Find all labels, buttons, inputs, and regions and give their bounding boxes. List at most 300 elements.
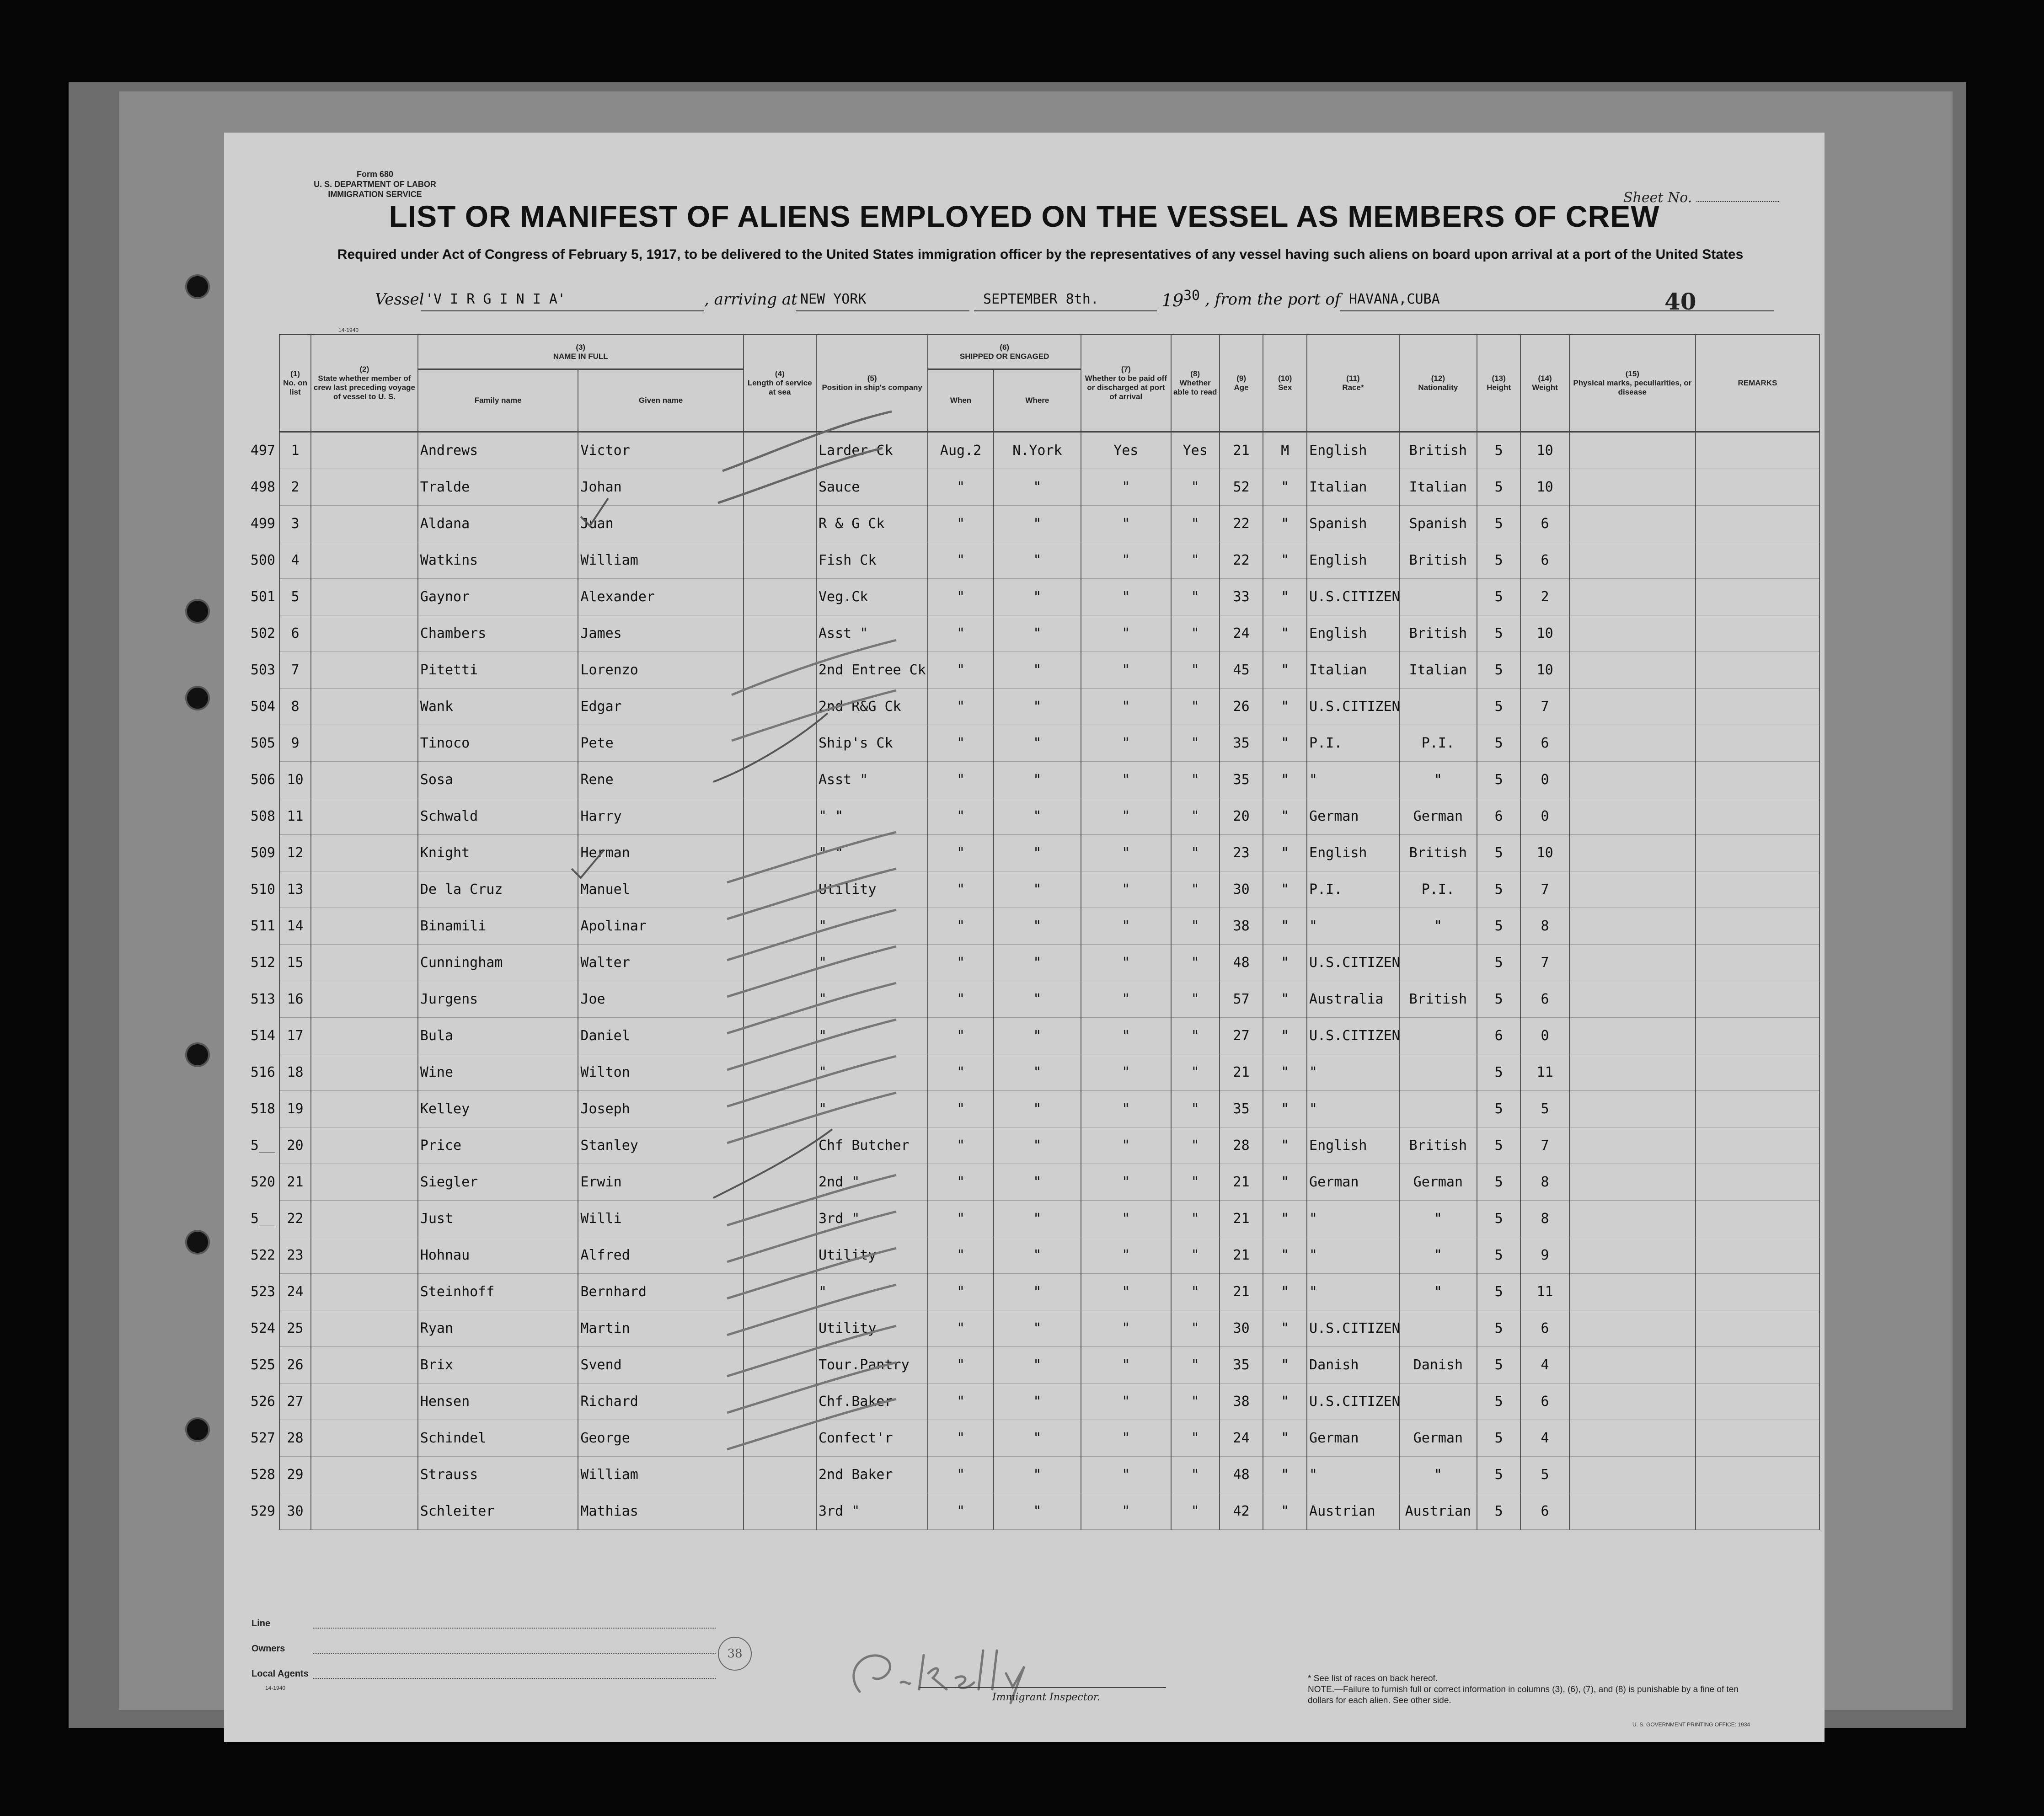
table-row <box>279 1420 1819 1457</box>
binder-hole-icon <box>185 274 210 299</box>
row-empty-cell <box>744 1091 816 1127</box>
row-empty-cell <box>1696 689 1819 725</box>
row-shipped-where: " <box>994 725 1081 762</box>
row-position: " " <box>816 835 928 871</box>
owners-label: Owners <box>251 1644 285 1654</box>
row-shipped-where: " <box>994 615 1081 652</box>
row-sex: " <box>1263 835 1307 871</box>
row-shipped-where: " <box>994 469 1081 506</box>
row-race: P.I. <box>1307 871 1399 908</box>
row-weight: 6 <box>1520 506 1569 542</box>
row-position: Confect'r <box>816 1420 928 1457</box>
col-name-header: (3) NAME IN FULL <box>418 335 744 369</box>
row-nationality: German <box>1399 1420 1477 1457</box>
row-weight: 4 <box>1520 1347 1569 1383</box>
row-weight: 9 <box>1520 1237 1569 1274</box>
row-family-name: De la Cruz <box>418 871 578 908</box>
row-given-name: William <box>578 542 743 579</box>
row-empty-cell <box>311 432 418 469</box>
row-sequence-number: 529 <box>250 1503 275 1519</box>
row-empty-cell <box>744 835 816 871</box>
row-paid-off: " <box>1081 469 1171 506</box>
row-able-to-read: " <box>1171 1310 1220 1347</box>
row-list-number <box>250 725 311 762</box>
row-position: Utility <box>816 1310 928 1347</box>
row-position: Chf.Baker <box>816 1383 928 1420</box>
row-given-name: Wilton <box>578 1054 743 1091</box>
row-given-name: Willi <box>578 1201 743 1237</box>
races-note: * See list of races on back hereof. <box>1308 1674 1438 1683</box>
row-position: " <box>816 908 928 945</box>
row-list-number <box>250 981 311 1018</box>
row-empty-cell <box>1569 542 1696 579</box>
table-row <box>279 506 1819 542</box>
arrival-port: NEW YORK <box>800 291 867 307</box>
row-given-name: George <box>578 1420 743 1457</box>
row-sex: " <box>1263 1164 1307 1201</box>
row-shipped-when: " <box>928 615 993 652</box>
binder-hole-icon <box>185 1417 210 1442</box>
arriving-label: , arriving at <box>704 290 797 309</box>
row-nationality: German <box>1399 1164 1477 1201</box>
col-remarks-header: REMARKS <box>1696 335 1819 432</box>
row-nationality: German <box>1399 798 1477 835</box>
row-empty-cell <box>1696 762 1819 798</box>
row-empty-cell <box>311 1054 418 1091</box>
row-nationality: Danish <box>1399 1347 1477 1383</box>
row-age: 57 <box>1220 981 1263 1018</box>
row-able-to-read: " <box>1171 615 1220 652</box>
row-position: R & G Ck <box>816 506 928 542</box>
row-empty-cell <box>1569 1164 1696 1201</box>
row-weight: 10 <box>1520 432 1569 469</box>
row-list-number-text: 24 <box>287 1284 304 1300</box>
row-sequence-number: 520 <box>250 1174 275 1190</box>
row-empty-cell <box>1569 1310 1696 1347</box>
row-race: " <box>1307 908 1399 945</box>
row-sex: " <box>1263 945 1307 981</box>
row-sequence-number: 497 <box>250 443 275 459</box>
row-position: " <box>816 1274 928 1310</box>
row-weight: 6 <box>1520 542 1569 579</box>
row-able-to-read: " <box>1171 579 1220 615</box>
row-height: 5 <box>1477 1127 1521 1164</box>
row-shipped-when: " <box>928 798 993 835</box>
row-paid-off: " <box>1081 762 1171 798</box>
row-race: Italian <box>1307 652 1399 689</box>
row-age: 21 <box>1220 1164 1263 1201</box>
row-height: 5 <box>1477 835 1521 871</box>
row-empty-cell <box>1569 652 1696 689</box>
row-list-number-text: 12 <box>287 845 304 861</box>
row-list-number <box>250 1347 311 1383</box>
row-list-number <box>250 1420 311 1457</box>
row-list-number-text: 26 <box>287 1357 304 1373</box>
col-read-header: (8) Whether able to read <box>1171 335 1220 432</box>
row-shipped-when: " <box>928 981 993 1018</box>
row-list-number-text: 20 <box>287 1138 304 1154</box>
row-race: Italian <box>1307 469 1399 506</box>
row-height: 5 <box>1477 981 1521 1018</box>
table-row <box>279 1201 1819 1237</box>
row-weight: 0 <box>1520 798 1569 835</box>
departure-port: HAVANA,CUBA <box>1349 291 1440 307</box>
row-sex: " <box>1263 652 1307 689</box>
row-age: 20 <box>1220 798 1263 835</box>
row-nationality: Italian <box>1399 652 1477 689</box>
col-paid-off-header: (7) Whether to be paid off or discharged at port of arrival <box>1081 335 1171 432</box>
row-list-number-text: 17 <box>287 1028 304 1044</box>
row-sequence-number: 501 <box>250 589 275 605</box>
row-height: 6 <box>1477 798 1521 835</box>
row-sequence-number: 510 <box>250 881 275 897</box>
row-family-name: Siegler <box>418 1164 578 1201</box>
row-shipped-when: " <box>928 725 993 762</box>
row-list-number-text: 25 <box>287 1320 304 1336</box>
row-list-number <box>250 798 311 835</box>
row-given-name: Joseph <box>578 1091 743 1127</box>
row-list-number-text: 5 <box>291 589 300 605</box>
row-empty-cell <box>1569 1018 1696 1054</box>
row-shipped-when: " <box>928 1274 993 1310</box>
row-race: " <box>1307 1457 1399 1493</box>
col-given-name-header: Given name <box>578 369 743 432</box>
row-age: 42 <box>1220 1493 1263 1530</box>
row-able-to-read: " <box>1171 1164 1220 1201</box>
row-empty-cell <box>1569 432 1696 469</box>
row-empty-cell <box>311 945 418 981</box>
row-race: Australia <box>1307 981 1399 1018</box>
printer-imprint: U. S. GOVERNMENT PRINTING OFFICE: 1934 <box>1632 1721 1750 1728</box>
row-empty-cell <box>744 1127 816 1164</box>
row-shipped-where: " <box>994 1164 1081 1201</box>
table-row <box>279 762 1819 798</box>
row-shipped-where: " <box>994 1127 1081 1164</box>
row-given-name: Edgar <box>578 689 743 725</box>
col-when-header: When <box>928 369 993 432</box>
col-last-voyage-header: (2) State whether member of crew last preceding voyage of vessel to U. S. <box>311 335 418 432</box>
col-sex-header: (10) Sex <box>1263 335 1307 432</box>
row-empty-cell <box>1569 1457 1696 1493</box>
row-age: 22 <box>1220 506 1263 542</box>
row-sex: " <box>1263 1091 1307 1127</box>
row-empty-cell <box>1696 1018 1819 1054</box>
row-list-number <box>250 432 311 469</box>
row-shipped-where: " <box>994 506 1081 542</box>
row-age: 33 <box>1220 579 1263 615</box>
row-empty-cell <box>1696 1237 1819 1274</box>
row-given-name: Johan <box>578 469 743 506</box>
row-height: 5 <box>1477 1091 1521 1127</box>
row-age: 27 <box>1220 1018 1263 1054</box>
row-nationality: " <box>1399 762 1477 798</box>
row-age: 21 <box>1220 432 1263 469</box>
table-row <box>279 1347 1819 1383</box>
row-empty-cell <box>744 1420 816 1457</box>
row-sequence-number: 504 <box>250 699 275 715</box>
row-list-number-text: 13 <box>287 881 304 897</box>
row-empty-cell <box>1696 1127 1819 1164</box>
from-port-label: , from the port of <box>1205 290 1341 309</box>
row-paid-off: " <box>1081 1201 1171 1237</box>
row-empty-cell <box>744 1493 816 1530</box>
row-nationality <box>1399 1310 1477 1347</box>
vessel-label: Vessel <box>375 290 424 309</box>
row-empty-cell <box>1569 689 1696 725</box>
row-paid-off: Yes <box>1081 432 1171 469</box>
row-race: " <box>1307 1201 1399 1237</box>
row-empty-cell <box>311 1018 418 1054</box>
row-family-name: Price <box>418 1127 578 1164</box>
row-empty-cell <box>1569 615 1696 652</box>
row-age: 23 <box>1220 835 1263 871</box>
footer-notes <box>1308 1673 1765 1706</box>
row-weight: 7 <box>1520 945 1569 981</box>
row-empty-cell <box>1696 1274 1819 1310</box>
row-shipped-when: " <box>928 871 993 908</box>
form-number: Form 680 <box>356 170 394 179</box>
row-able-to-read: " <box>1171 1018 1220 1054</box>
row-weight: 6 <box>1520 1383 1569 1420</box>
row-height: 5 <box>1477 1493 1521 1530</box>
row-paid-off: " <box>1081 615 1171 652</box>
row-sex: " <box>1263 1310 1307 1347</box>
row-race: U.S.CITIZEN <box>1307 1018 1399 1054</box>
row-sex: " <box>1263 469 1307 506</box>
row-race: English <box>1307 1127 1399 1164</box>
year-prefix: 19 <box>1161 290 1184 310</box>
row-height: 5 <box>1477 542 1521 579</box>
row-height: 5 <box>1477 871 1521 908</box>
row-sequence-number: 524 <box>250 1320 275 1336</box>
row-family-name: Ryan <box>418 1310 578 1347</box>
row-able-to-read: " <box>1171 871 1220 908</box>
row-sequence-number: 512 <box>250 955 275 971</box>
row-empty-cell <box>744 871 816 908</box>
row-nationality <box>1399 1091 1477 1127</box>
row-paid-off: " <box>1081 1493 1171 1530</box>
row-sequence-number: 511 <box>250 918 275 934</box>
footer-form-code: 14-1940 <box>265 1685 286 1691</box>
row-able-to-read: " <box>1171 1383 1220 1420</box>
row-list-number <box>250 506 311 542</box>
row-empty-cell <box>1696 1347 1819 1383</box>
table-row <box>279 725 1819 762</box>
row-list-number-text: 29 <box>287 1467 304 1483</box>
row-position: " <box>816 945 928 981</box>
penalty-note: NOTE.—Failure to furnish full or correct information in columns (3), (6), (7), and (8) is punishable by a fine of ten dollars for each alien. See other side. <box>1308 1685 1739 1705</box>
row-sequence-number: 509 <box>250 845 275 861</box>
table-row <box>279 689 1819 725</box>
row-weight: 7 <box>1520 871 1569 908</box>
table-row <box>279 579 1819 615</box>
row-empty-cell <box>311 1457 418 1493</box>
circled-mark: 38 <box>718 1637 752 1671</box>
row-nationality <box>1399 1018 1477 1054</box>
row-sequence-number: 513 <box>250 991 275 1007</box>
row-list-number-text: 2 <box>291 479 300 495</box>
row-able-to-read: " <box>1171 1127 1220 1164</box>
row-shipped-when: " <box>928 542 993 579</box>
row-nationality: British <box>1399 835 1477 871</box>
row-height: 5 <box>1477 689 1521 725</box>
row-able-to-read: " <box>1171 689 1220 725</box>
row-position: Chf Butcher <box>816 1127 928 1164</box>
row-sex: " <box>1263 908 1307 945</box>
row-empty-cell <box>1696 1383 1819 1420</box>
row-able-to-read: " <box>1171 1457 1220 1493</box>
row-family-name: Strauss <box>418 1457 578 1493</box>
row-shipped-where: " <box>994 689 1081 725</box>
row-age: 21 <box>1220 1237 1263 1274</box>
row-age: 21 <box>1220 1054 1263 1091</box>
row-shipped-when: " <box>928 1310 993 1347</box>
col-race-header: (11) Race* <box>1307 335 1399 432</box>
row-given-name: Lorenzo <box>578 652 743 689</box>
row-sex: " <box>1263 1274 1307 1310</box>
row-paid-off: " <box>1081 981 1171 1018</box>
row-shipped-where: " <box>994 542 1081 579</box>
row-able-to-read: " <box>1171 469 1220 506</box>
row-weight: 10 <box>1520 469 1569 506</box>
row-able-to-read: " <box>1171 908 1220 945</box>
row-shipped-when: " <box>928 908 993 945</box>
row-family-name: Aldana <box>418 506 578 542</box>
row-list-number <box>250 1201 311 1237</box>
row-weight: 0 <box>1520 1018 1569 1054</box>
row-weight: 6 <box>1520 981 1569 1018</box>
line-label: Line <box>251 1618 271 1629</box>
row-position: Tour.Pantry <box>816 1347 928 1383</box>
row-empty-cell <box>1569 1091 1696 1127</box>
table-row <box>279 945 1819 981</box>
row-sex: " <box>1263 1383 1307 1420</box>
row-race: U.S.CITIZEN <box>1307 1383 1399 1420</box>
row-paid-off: " <box>1081 506 1171 542</box>
row-position: 3rd " <box>816 1493 928 1530</box>
row-given-name: Stanley <box>578 1127 743 1164</box>
row-empty-cell <box>311 542 418 579</box>
row-shipped-where: " <box>994 1457 1081 1493</box>
row-given-name: Harry <box>578 798 743 835</box>
row-height: 5 <box>1477 1347 1521 1383</box>
row-weight: 7 <box>1520 1127 1569 1164</box>
row-paid-off: " <box>1081 871 1171 908</box>
row-list-number-text: 28 <box>287 1430 304 1446</box>
row-race: U.S.CITIZEN <box>1307 579 1399 615</box>
row-shipped-where: " <box>994 835 1081 871</box>
row-list-number <box>250 1457 311 1493</box>
row-able-to-read: " <box>1171 506 1220 542</box>
row-shipped-where: " <box>994 1091 1081 1127</box>
row-list-number-text: 4 <box>291 552 300 568</box>
row-list-number-text: 14 <box>287 918 304 934</box>
table-row <box>279 1310 1819 1347</box>
row-empty-cell <box>311 652 418 689</box>
row-paid-off: " <box>1081 1310 1171 1347</box>
row-empty-cell <box>744 1201 816 1237</box>
page-subtitle: Required under Act of Congress of February 5, 1917, to be delivered to the United States immigration officer by the representatives of any vessel having such aliens on board upon arrival at a port of the United States <box>337 247 1744 262</box>
row-empty-cell <box>1696 981 1819 1018</box>
row-race: English <box>1307 542 1399 579</box>
row-empty-cell <box>311 506 418 542</box>
row-empty-cell <box>744 469 816 506</box>
row-empty-cell <box>311 689 418 725</box>
row-paid-off: " <box>1081 542 1171 579</box>
row-able-to-read: " <box>1171 1274 1220 1310</box>
row-able-to-read: " <box>1171 798 1220 835</box>
row-list-number-text: 6 <box>291 625 300 641</box>
row-list-number <box>250 1054 311 1091</box>
form-code: 14-1940 <box>338 327 359 333</box>
row-shipped-where: " <box>994 1274 1081 1310</box>
row-nationality: " <box>1399 908 1477 945</box>
row-family-name: Binamili <box>418 908 578 945</box>
row-list-number-text: 16 <box>287 991 304 1007</box>
row-family-name: Gaynor <box>418 579 578 615</box>
col-list-no-header: (1) No. on list <box>279 335 311 432</box>
row-able-to-read: " <box>1171 1237 1220 1274</box>
row-shipped-where: " <box>994 1237 1081 1274</box>
row-height: 6 <box>1477 1018 1521 1054</box>
row-empty-cell <box>1569 1383 1696 1420</box>
row-race: Danish <box>1307 1347 1399 1383</box>
row-paid-off: " <box>1081 1457 1171 1493</box>
row-empty-cell <box>1696 725 1819 762</box>
row-able-to-read: " <box>1171 1347 1220 1383</box>
row-paid-off: " <box>1081 1274 1171 1310</box>
row-race: Spanish <box>1307 506 1399 542</box>
row-sex: " <box>1263 1347 1307 1383</box>
row-empty-cell <box>311 1201 418 1237</box>
row-paid-off: " <box>1081 1091 1171 1127</box>
arrival-date: SEPTEMBER 8th. <box>983 291 1099 307</box>
row-height: 5 <box>1477 945 1521 981</box>
row-sequence-number: 508 <box>250 808 275 824</box>
row-sex: " <box>1263 1237 1307 1274</box>
row-paid-off: " <box>1081 1127 1171 1164</box>
table-row <box>279 1237 1819 1274</box>
form-department: U. S. DEPARTMENT OF LABOR <box>314 180 436 189</box>
row-list-number <box>250 542 311 579</box>
table-row <box>279 835 1819 871</box>
row-empty-cell <box>311 1237 418 1274</box>
row-age: 38 <box>1220 908 1263 945</box>
row-weight: 6 <box>1520 1310 1569 1347</box>
row-family-name: Pitetti <box>418 652 578 689</box>
row-sex: " <box>1263 1457 1307 1493</box>
row-sex: " <box>1263 1493 1307 1530</box>
row-race: English <box>1307 615 1399 652</box>
table-row <box>279 432 1819 469</box>
row-able-to-read: " <box>1171 725 1220 762</box>
row-list-number-text: 18 <box>287 1064 304 1080</box>
row-shipped-where: " <box>994 1493 1081 1530</box>
row-age: 35 <box>1220 1091 1263 1127</box>
row-able-to-read: " <box>1171 1420 1220 1457</box>
row-sex: " <box>1263 689 1307 725</box>
row-race: " <box>1307 762 1399 798</box>
row-given-name: Juan <box>578 506 743 542</box>
row-family-name: Sosa <box>418 762 578 798</box>
row-able-to-read: Yes <box>1171 432 1220 469</box>
row-position: " <box>816 1091 928 1127</box>
row-empty-cell <box>1696 615 1819 652</box>
row-height: 5 <box>1477 432 1521 469</box>
row-family-name: Schwald <box>418 798 578 835</box>
row-position: " <box>816 981 928 1018</box>
row-empty-cell <box>744 1310 816 1347</box>
